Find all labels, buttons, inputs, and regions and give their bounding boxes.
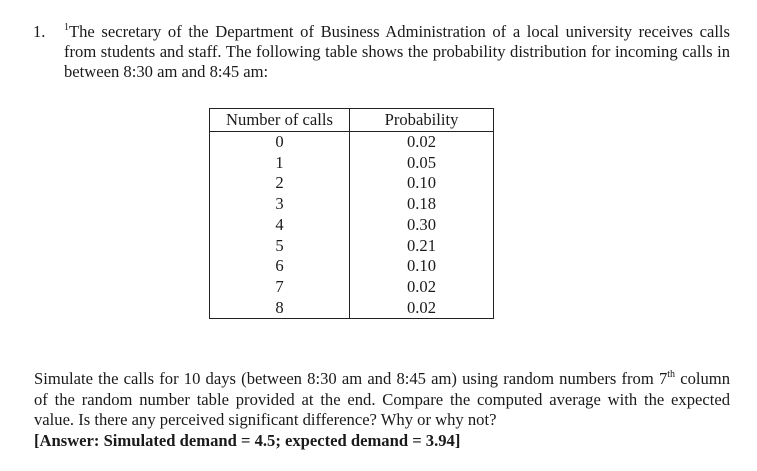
probability-distribution-table bbox=[209, 108, 494, 319]
table-row bbox=[210, 256, 494, 277]
cell-probability: 0.02 bbox=[350, 277, 494, 298]
cell-probability: 0.10 bbox=[350, 173, 494, 194]
cell-probability: 0.21 bbox=[350, 236, 494, 257]
instructions-text-part1: Simulate the calls for 10 days (between 8:30 am and 8:45 am) using random numbers from 7 bbox=[34, 369, 668, 388]
cell-calls: 0 bbox=[210, 132, 350, 153]
table-row bbox=[210, 132, 494, 153]
cell-calls: 4 bbox=[210, 215, 350, 236]
instructions-text-part2: column of the random number table provided at the end. Compare the computed average with the expected value. Is there any perceived significant difference? Why or why not? bbox=[34, 369, 730, 429]
probability-table-container bbox=[209, 108, 494, 319]
table-row bbox=[210, 194, 494, 215]
cell-calls: 5 bbox=[210, 236, 350, 257]
footnote-mark: 1 bbox=[64, 22, 69, 33]
cell-probability: 0.30 bbox=[350, 215, 494, 236]
cell-probability: 0.18 bbox=[350, 194, 494, 215]
cell-calls: 1 bbox=[210, 153, 350, 174]
table-header-row bbox=[210, 109, 494, 132]
table-row bbox=[210, 277, 494, 298]
cell-probability: 0.02 bbox=[350, 132, 494, 153]
cell-calls: 2 bbox=[210, 173, 350, 194]
cell-calls: 8 bbox=[210, 298, 350, 319]
table-row bbox=[210, 298, 494, 319]
cell-calls: 3 bbox=[210, 194, 350, 215]
table-row bbox=[210, 215, 494, 236]
header-probability: Probability bbox=[350, 109, 494, 132]
question-intro-text: The secretary of the Department of Business Administration of a local university receives calls from students and staff. The following table shows the probability distribution for incoming calls in between 8:30 am and 8:45 am: bbox=[64, 22, 730, 81]
answer-text: [Answer: Simulated demand = 4.5; expected demand = 3.94] bbox=[34, 430, 461, 450]
cell-calls: 7 bbox=[210, 277, 350, 298]
cell-probability: 0.10 bbox=[350, 256, 494, 277]
cell-calls: 6 bbox=[210, 256, 350, 277]
instructions-paragraph bbox=[34, 369, 730, 451]
cell-probability: 0.02 bbox=[350, 298, 494, 319]
ordinal-superscript: th bbox=[667, 369, 676, 380]
table-row bbox=[210, 173, 494, 194]
question-number: 1. bbox=[33, 22, 46, 41]
table-row bbox=[210, 236, 494, 257]
header-number-of-calls: Number of calls bbox=[210, 109, 350, 132]
table-row bbox=[210, 153, 494, 174]
question-intro bbox=[64, 22, 730, 82]
cell-probability: 0.05 bbox=[350, 153, 494, 174]
